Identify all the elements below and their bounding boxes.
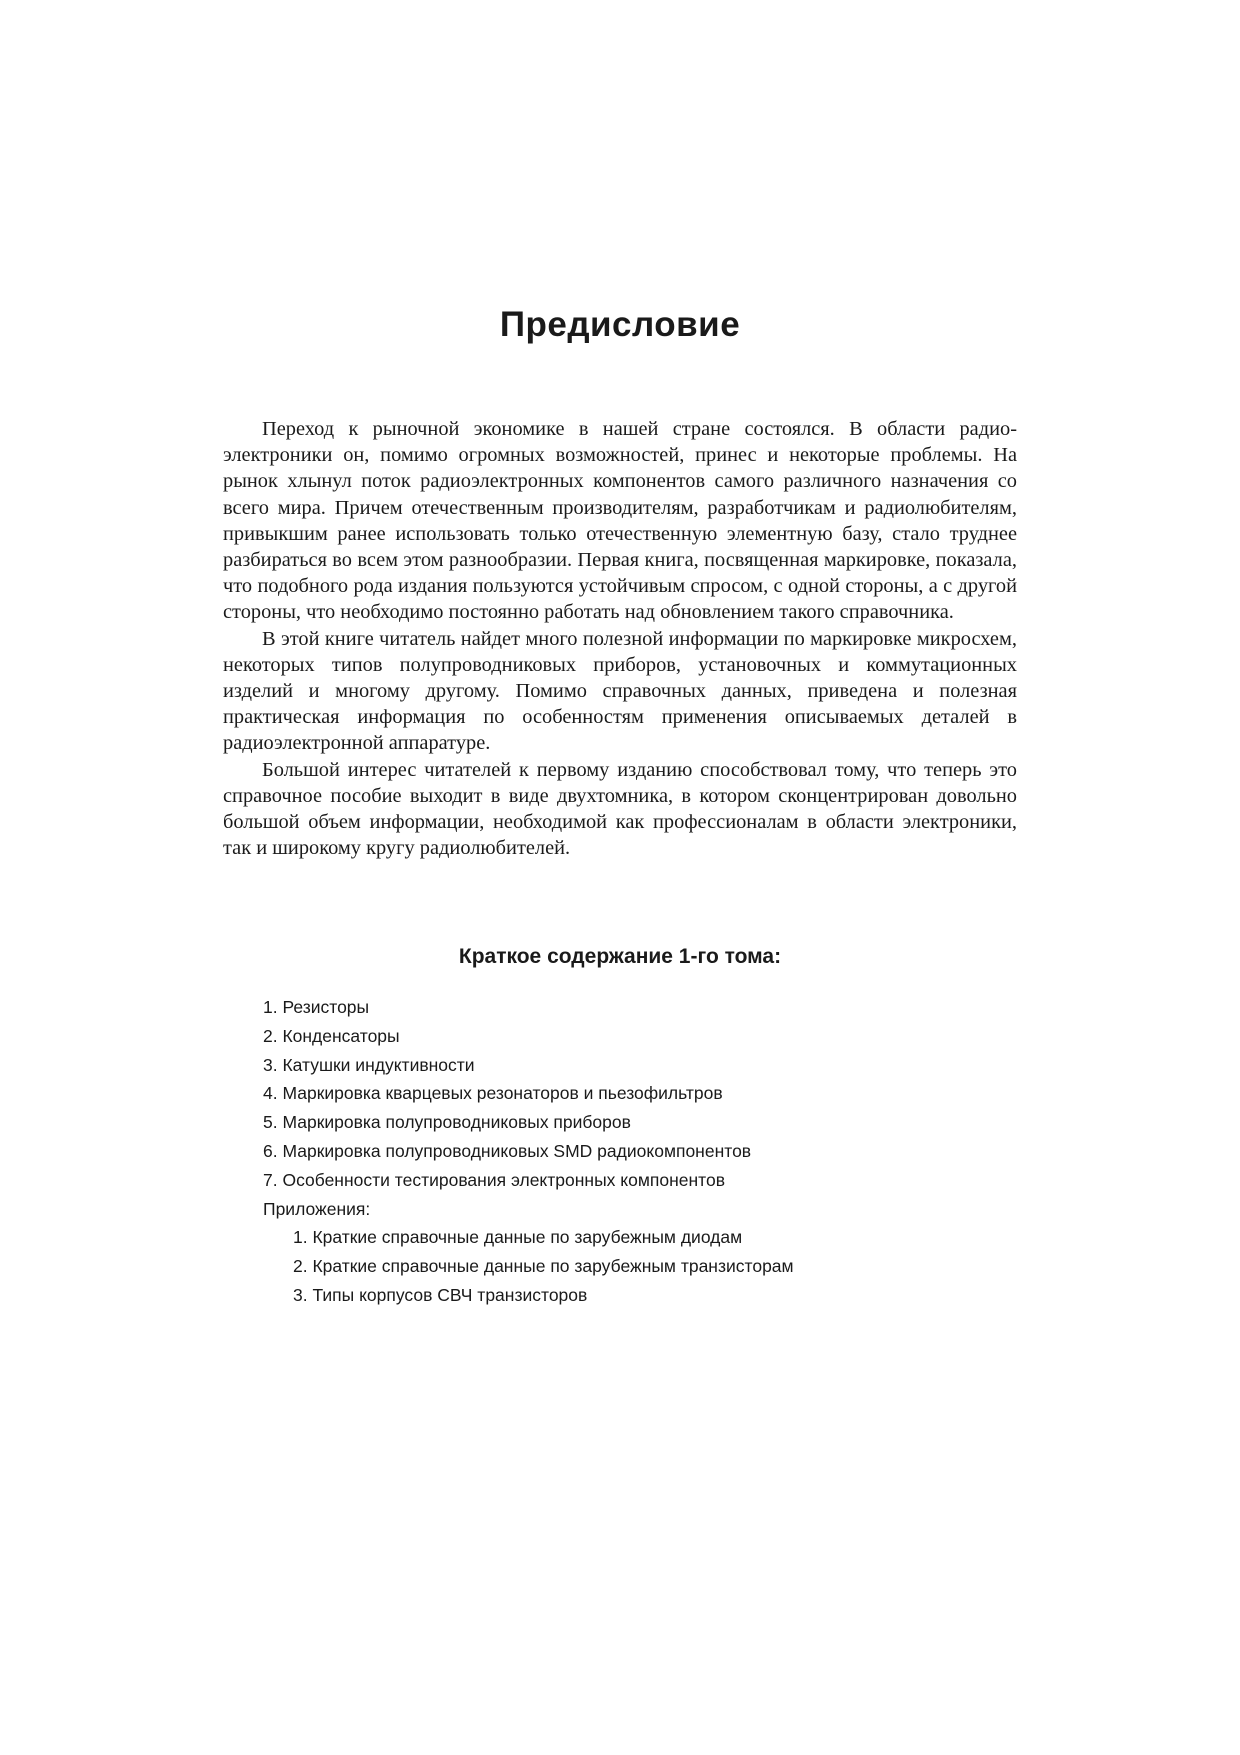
- page-title: Предисловие: [499, 305, 741, 344]
- contents-item: 6. Маркировка полупроводниковых SMD радиокомпонентов: [263, 1140, 752, 1161]
- paragraph: В этой книге читатель найдет много полезной информации по маркировке микросхем, некоторых типов полупроводниковых приборов, установочных и коммутационных изделий и многому другому. Помимо справочных данных, приведена и полезная практическая информация по особенностям применения описываемых деталей в радиоэлектронной аппаратуре.: [223, 627, 1017, 755]
- preface-body: [223, 416, 1017, 861]
- contents-item: 1. Резисторы: [263, 997, 370, 1017]
- appendix-list: [263, 1223, 1023, 1309]
- contents-item: 7. Особенности тестирования электронных компонентов: [263, 1169, 726, 1190]
- appendix-label-text: Приложения:: [263, 1198, 371, 1219]
- contents-heading: Краткое содержание 1-го тома:: [458, 945, 782, 968]
- contents-item: 5. Маркировка полупроводниковых приборов: [263, 1112, 631, 1133]
- paragraph: Переход к рыночной экономике в нашей стране состоялся. В области радиоэлектроники он, помимо огромных возможностей, принес и некоторые проблемы. На рынок хлынул поток радиоэлектронных компонентов самого различного назначения со всего мира. Причем отечественным производителям, разработчикам и радиолюбителям, привыкшим ранее использовать только отечественную элементную базу, стало труднее разбираться во всем этом разнообразии. Первая книга, посвященная маркировке, показала, что подобного рода издания пользуются устойчивым спросом, с одной стороны, а с другой стороны, что необходимо постоянно работать над обновлением такого справочника.: [223, 418, 1017, 624]
- appendix-item: 3. Типы корпусов СВЧ транзисторов: [293, 1284, 588, 1305]
- contents-item: 2. Конденсаторы: [263, 1025, 400, 1046]
- contents-item: 4. Маркировка кварцевых резонаторов и пьезофильтров: [263, 1083, 723, 1104]
- paragraph: Большой интерес читателей к первому изданию способствовал тому, что теперь это справочное пособие выходит в виде двухтомника, в котором сконцентрирован довольно большой объем информации, необходимой как профессионалам в области электроники, так и широкому кругу радиолюбителей.: [223, 758, 1017, 860]
- appendix-item: 2. Краткие справочные данные по зарубежным транзисторам: [293, 1256, 794, 1277]
- appendix-item: 1. Краткие справочные данные по зарубежным диодам: [293, 1227, 743, 1248]
- appendix-label: [263, 1195, 1023, 1310]
- contents-item: 3. Катушки индуктивности: [263, 1054, 475, 1075]
- contents-list: [263, 993, 1023, 1310]
